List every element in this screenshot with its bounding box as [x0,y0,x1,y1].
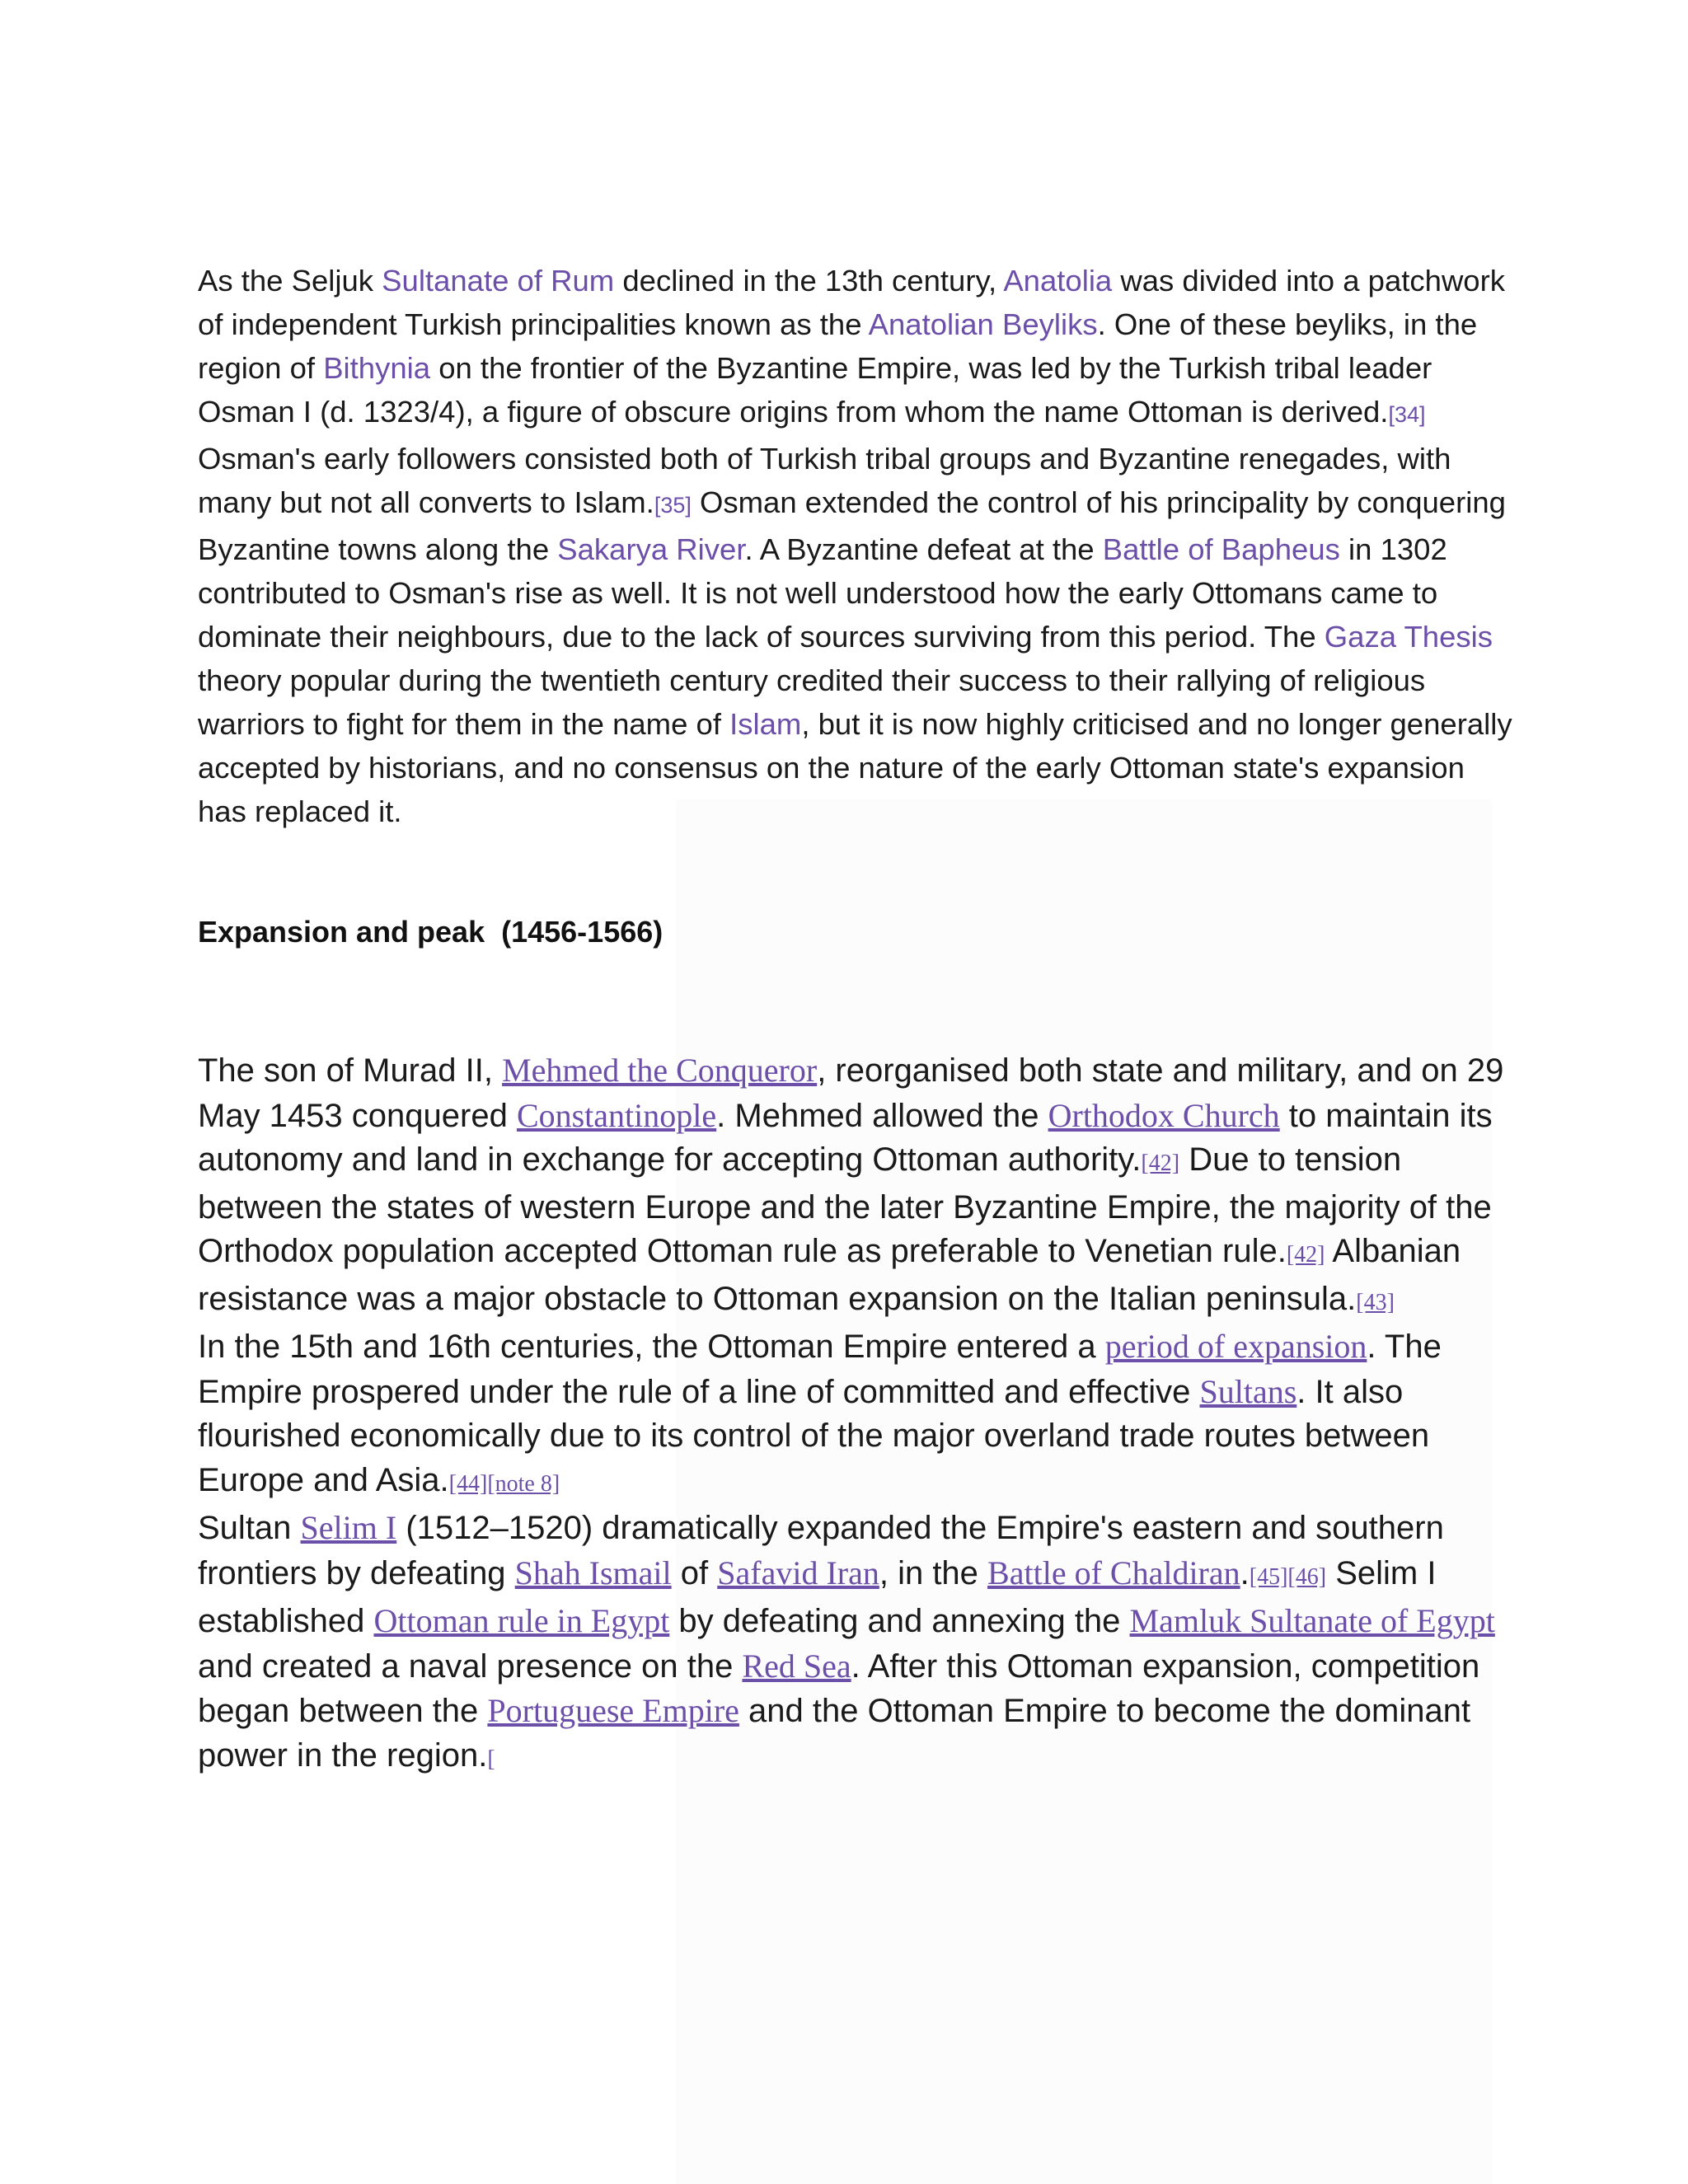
link-shah-ismail[interactable]: Shah Ismail [514,1554,672,1591]
link-period-of-expansion[interactable]: period of expansion [1104,1328,1367,1365]
text-span: The son of Murad II, [198,1052,503,1089]
text-span: . [1240,1554,1250,1591]
reference-45[interactable]: [45] [1249,1563,1288,1590]
text-span: . The Empire prospered under the rule of a line of committed and effective [198,1329,1442,1410]
text-span: , but it is now highly criticised and no longer generally accepted by historians, and no consensus on the nature of the early Ottoman state's expansion has replaced it. [198,707,1512,828]
text-span: Albanian resistance was a major obstacle to Ottoman expansion on the Italian peninsula. [198,1233,1461,1317]
text-span: and the Ottoman Empire to become the dominant power in the region. [198,1693,1471,1774]
link-sultans[interactable]: Sultans [1199,1372,1297,1410]
text-span: of [671,1554,718,1591]
text-span: in 1302 contributed to Osman's rise as well. It is not well understood how the early Ottomans came to dominate their neighbours, due to the lack of sources surviving from this period. The [198,532,1447,654]
text-span: by defeating and annexing the [669,1603,1130,1639]
text-span: As the Seljuk [198,264,382,298]
text-span: Selim I established [198,1554,1437,1639]
text-span: . A Byzantine defeat at the [744,532,1103,566]
link-portuguese-empire[interactable]: Portuguese Empire [487,1692,739,1729]
reference-34[interactable]: [34] [1388,402,1426,427]
section-body [198,1048,1533,1781]
text-span: theory popular during the twentieth century credited their success to their rallying of religious warriors to fight for them in the name of [198,663,1426,741]
link-mehmed-the-conqueror[interactable]: Mehmed the Conqueror [502,1052,818,1089]
reference-42[interactable]: [42] [1141,1151,1180,1176]
text-span: on the frontier of the Byzantine Empire, was led by the Turkish tribal leader Osman I (d. 1323/4), a figure of obscure origins from whom the name Ottoman is derived. [198,351,1432,429]
link-islam[interactable]: Islam [729,707,802,741]
text-span: . It also flourished economically due to its control of the major overland trade routes between Europe and Asia. [198,1373,1430,1498]
link-selim-i[interactable]: Selim I [300,1509,397,1546]
paragraph-origins [198,259,1517,833]
section-heading: Expansion and peak (1456-1566) [198,915,663,949]
link-bithynia[interactable]: Bithynia [323,351,431,385]
text-span: was divided into a patchwork of independent Turkish principalities known as the [198,264,1506,341]
link-anatolian-beyliks[interactable]: Anatolian Beyliks [868,307,1098,341]
text-span: and created a naval presence on the [198,1647,743,1685]
link-ottoman-rule-in-egypt[interactable]: Ottoman rule in Egypt [373,1602,670,1639]
reference-46[interactable]: [46] [1287,1563,1327,1590]
reference-35[interactable]: [35] [654,493,692,518]
link-sakarya-river[interactable]: Sakarya River [557,532,745,566]
link-battle-of-bapheus[interactable]: Battle of Bapheus [1102,532,1340,566]
text-span: Sultan [198,1510,301,1546]
link-constantinople[interactable]: Constantinople [516,1096,717,1134]
link-anatolia[interactable]: Anatolia [1003,264,1113,298]
paragraph-mehmed [198,1048,1533,1324]
paragraph-selim [198,1506,1533,1781]
reference-truncated[interactable]: [ [487,1746,495,1772]
reference-42[interactable]: [42] [1286,1242,1325,1268]
text-span: Osman extended the control of his principality by conquering Byzantine towns along the [198,485,1506,566]
reference-43[interactable]: [43] [1356,1289,1395,1315]
text-span: Osman's early followers consisted both of Turkish tribal groups and Byzantine renegades, with many but not all converts to Islam. [198,442,1451,519]
text-span: (1512–1520) dramatically expanded the Empire's eastern and southern frontiers by defeating [198,1510,1444,1591]
link-safavid-iran[interactable]: Safavid Iran [717,1554,879,1591]
text-span: . One of these beyliks, in the region of [198,307,1478,385]
paragraph-expansion [198,1324,1533,1506]
text-span: Due to tension between the states of western Europe and the later Byzantine Empire, the majority of the Orthodox population accepted Ottoman rule as preferable to Venetian rule. [198,1141,1492,1269]
text-span: . After this Ottoman expansion, competition began between the [198,1647,1480,1729]
text-span: declined in the 13th century, [614,264,1004,298]
link-battle-of-chaldiran[interactable]: Battle of Chaldiran [987,1554,1240,1591]
link-orthodox-church[interactable]: Orthodox Church [1048,1096,1280,1134]
text-span: In the 15th and 16th centuries, the Ottoman Empire entered a [198,1329,1105,1365]
link-red-sea[interactable]: Red Sea [742,1647,851,1685]
link-gaza-thesis[interactable]: Gaza Thesis [1324,620,1493,654]
text-span: . Mehmed allowed the [716,1097,1048,1134]
text-span: , reorganised both state and military, and on 29 May 1453 conquered [198,1052,1504,1134]
reference-note-8[interactable]: [note 8] [487,1470,560,1497]
text-span: , in the [879,1554,988,1591]
text-span: to maintain its autonomy and land in exchange for accepting Ottoman authority. [198,1097,1493,1178]
link-mamluk-sultanate-of-egypt[interactable]: Mamluk Sultanate of Egypt [1129,1602,1495,1639]
reference-44[interactable]: [44] [448,1470,488,1497]
link-sultanate-of-rum[interactable]: Sultanate of Rum [382,264,615,298]
